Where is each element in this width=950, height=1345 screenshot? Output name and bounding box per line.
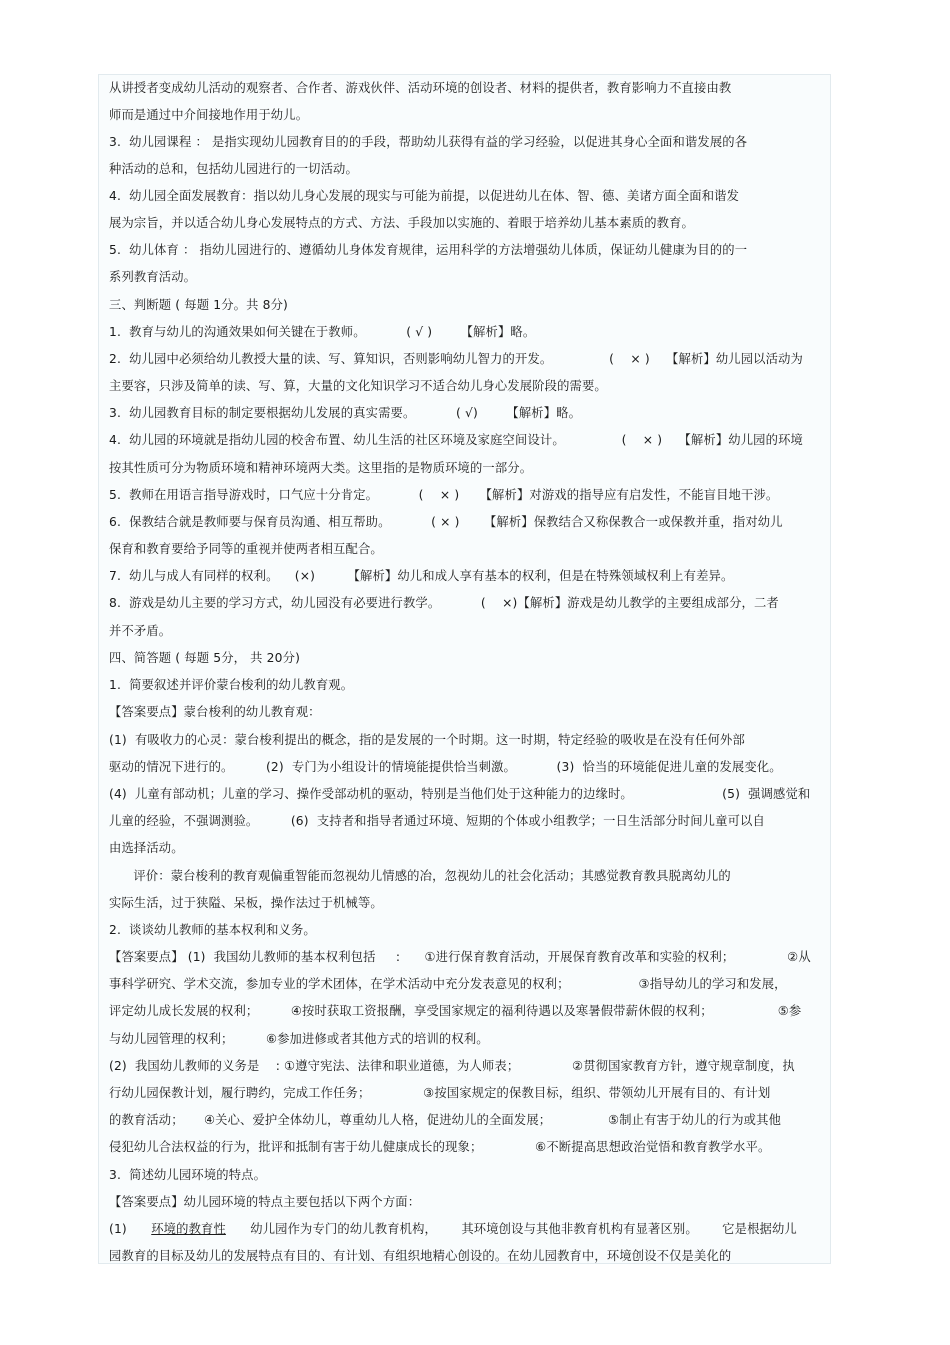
text-line: 1. 教育与幼儿的沟通效果如何关键在于教师。 ( √ ) 【解析】略。 bbox=[109, 325, 536, 339]
text-line: 3. 幼儿园课程 ： 是指实现幼儿园教育目的的手段，帮助幼儿获得有益的学习经验，以促进其身心全面和谐发展的各 bbox=[109, 135, 748, 149]
text-line: 5. 幼儿体育 ： 指幼儿园进行的、遵循幼儿身体发育规律，运用科学的方法增强幼儿体质，保证幼儿健康为目的的一 bbox=[109, 243, 748, 257]
text-line: 由选择活动。 bbox=[109, 841, 184, 855]
text-line: 【答案要点】 (1) 我国幼儿教师的基本权利包括 : ①进行保育教育活动，开展保育教育改革和实验的权利； ②从 bbox=[109, 950, 811, 964]
section-heading: 四、简答题 ( 每题 5分， 共 20分) bbox=[109, 651, 301, 665]
text-line: (2) 我国幼儿教师的义务是 : ①遵守宪法、法律和职业道德，为人师表； ②贯彻国家教育方针，遵守规章制度，执 bbox=[109, 1059, 795, 1073]
text-line: (4) 儿童有部动机；儿童的学习、操作受部动机的驱动，特别是当他们处于这种能力的边缘时。 (5) 强调感觉和 bbox=[109, 787, 811, 801]
text-line: 5. 教师在用语言指导游戏时，口气应十分肯定。 ( × ) 【解析】对游戏的指导应有启发性，不能盲目地干涉。 bbox=[109, 488, 779, 502]
text-line: 8. 游戏是幼儿主要的学习方式，幼儿园没有必要进行教学。 ( ×)【解析】游戏是幼儿教学的主要组成部分，二者 bbox=[109, 596, 779, 610]
text-line: 评价：蒙台梭利的教育观偏重智能而忽视幼儿情感的冶，忽视幼儿的社会化活动；其感觉教育教具脱离幼儿的 bbox=[109, 869, 731, 883]
text-line: (1) 有吸收力的心灵：蒙台梭利提出的概念，指的是发展的一个时期。这一时期，特定经验的吸收是在没有任何外部 bbox=[109, 733, 745, 747]
text-line: 种活动的总和，包括幼儿园进行的一切活动。 bbox=[109, 162, 358, 176]
text-line: 并不矛盾。 bbox=[109, 624, 172, 638]
text-line: 7. 幼儿与成人有同样的权利。 (×) 【解析】幼儿和成人享有基本的权利，但是在特殊领域权利上有差异。 bbox=[109, 569, 734, 583]
text-line: 儿童的经验，不强调测验。 (6) 支持者和指导者通过环境、短期的个体或小组教学；一日生活部分时间儿童可以自 bbox=[109, 814, 765, 828]
item-number: (1) bbox=[109, 1222, 152, 1236]
text-line: 保育和教育要给予同等的重视并使两者相互配合。 bbox=[109, 542, 383, 556]
text-line: 4. 幼儿园全面发展教育：指以幼儿身心发展的现实与可能为前提，以促进幼儿在体、智、德、美诸方面全面和谐发 bbox=[109, 189, 740, 203]
text-line bbox=[109, 1221, 797, 1237]
section-heading: 三、判断题 ( 每题 1分。共 8分) bbox=[109, 298, 288, 312]
text-line: 驱动的情况下进行的。 (2) 专门为小组设计的情境能提供恰当刺激。 (3) 恰当的环境能促进儿童的发展变化。 bbox=[109, 760, 782, 774]
text-line: 侵犯幼儿合法权益的行为，批评和抵制有害于幼儿健康成长的现象； ⑥不断提高思想政治觉悟和教育教学水平。 bbox=[109, 1140, 771, 1154]
text-line: 【答案要点】蒙台梭利的幼儿教育观： bbox=[109, 705, 321, 719]
text-line: 展为宗旨，并以适合幼儿身心发展特点的方式、方法、手段加以实施的、着眼于培养幼儿基本素质的教育。 bbox=[109, 216, 695, 230]
text-line: 与幼儿园管理的权利； ⑥参加进修或者其他方式的培训的权利。 bbox=[109, 1032, 489, 1046]
text-line: 园教育的目标及幼儿的发展特点有目的、有计划、有组织地精心创设的。在幼儿园教育中，环境创设不仅是美化的 bbox=[109, 1249, 732, 1263]
text-line: 行幼儿园保教计划，履行聘约，完成工作任务； ③按国家规定的保教目标，组织、带领幼儿开展有目的、有计划 bbox=[109, 1086, 771, 1100]
text-line: 从讲授者变成幼儿活动的观察者、合作者、游戏伙伴、活动环境的创设者、材料的提供者，教育影响力不直接由教 bbox=[109, 81, 732, 95]
text-line: 系列教育活动。 bbox=[109, 270, 197, 284]
text-line: 3. 简述幼儿园环境的特点。 bbox=[109, 1168, 267, 1182]
text-line: 的教育活动； ④关心、爱护全体幼儿，尊重幼儿人格，促进幼儿的全面发展； ⑤制止有害于幼儿的行为或其他 bbox=[109, 1113, 782, 1127]
underlined-term: 环境的教育性 bbox=[151, 1222, 226, 1236]
text-line: 事科学研究、学术交流，参加专业的学术团体，在学术活动中充分发表意见的权利； ③指导幼儿的学习和发展， bbox=[109, 977, 787, 991]
text-line: 2. 幼儿园中必须给幼儿教授大量的读、写、算知识，否则影响幼儿智力的开发。 ( × ) 【解析】幼儿园以活动为 bbox=[109, 352, 803, 366]
text-line: 1. 简要叙述并评价蒙台梭利的幼儿教育观。 bbox=[109, 678, 354, 692]
text-fragment: 幼儿园作为专门的幼儿教育机构， 其环境创设与其他非教育机构有显著区别。 它是根据幼儿 bbox=[225, 1222, 797, 1236]
text-line: 4. 幼儿园的环境就是指幼儿园的校舍布置、幼儿生活的社区环境及家庭空间设计。 ( × ) 【解析】幼儿园的环境 bbox=[109, 433, 803, 447]
text-line: 师而是通过中介间接地作用于幼儿。 bbox=[109, 108, 309, 122]
text-line: 3. 幼儿园教育目标的制定要根据幼儿发展的真实需要。 ( √) 【解析】略。 bbox=[109, 406, 582, 420]
text-line: 实际生活，过于狭隘、呆板，操作法过于机械等。 bbox=[109, 896, 383, 910]
text-line: 6. 保教结合就是教师要与保育员沟通、相互帮助。 ( × ) 【解析】保教结合又称保教合一或保教并重，指对幼儿 bbox=[109, 515, 783, 529]
text-line: 评定幼儿成长发展的权利； ④按时获取工资报酬，享受国家规定的福利待遇以及寒暑假带薪休假的权利； ⑤参 bbox=[109, 1004, 802, 1018]
text-line: 2. 谈谈幼儿教师的基本权利和义务。 bbox=[109, 923, 316, 937]
text-line: 【答案要点】幼儿园环境的特点主要包括以下两个方面： bbox=[109, 1195, 421, 1209]
text-line: 按其性质可分为物质环境和精神环境两大类。这里指的是物质环境的一部分。 bbox=[109, 461, 533, 475]
text-line: 主要容，只涉及简单的读、写、算，大量的文化知识学习不适合幼儿身心发展阶段的需要。 bbox=[109, 379, 607, 393]
